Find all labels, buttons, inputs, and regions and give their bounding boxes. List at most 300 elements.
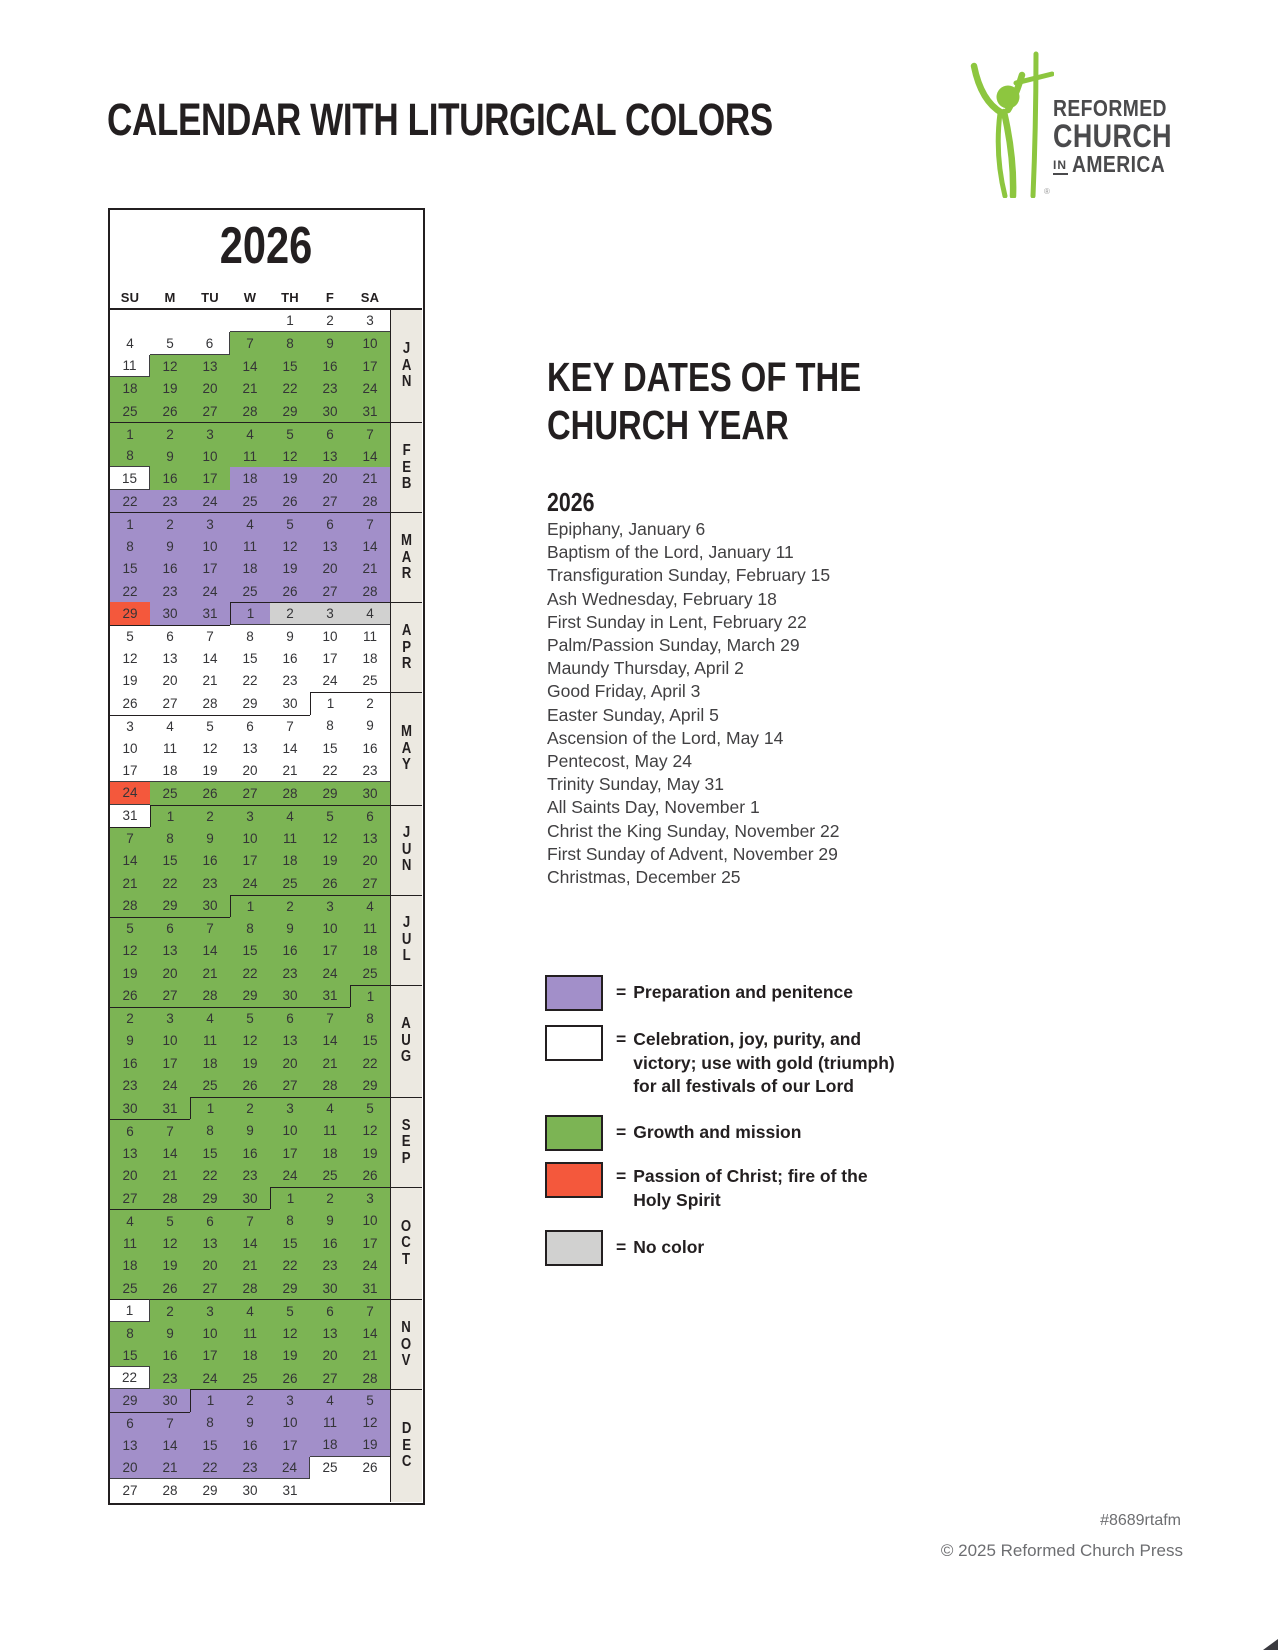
day-cell: 21 xyxy=(150,1164,190,1186)
day-cell: 13 xyxy=(350,827,390,849)
day-cell: 3 xyxy=(270,1097,310,1119)
day-cell: 1 xyxy=(310,692,350,714)
month-label-may: M A Y xyxy=(390,692,422,804)
day-cell: 28 xyxy=(230,1277,270,1299)
day-cell: 12 xyxy=(150,1232,190,1254)
day-cell: 13 xyxy=(310,535,350,557)
day-cell: 7 xyxy=(310,1007,350,1029)
day-cell: 13 xyxy=(110,1434,150,1456)
day-cell: 20 xyxy=(310,1344,350,1366)
day-cell: 27 xyxy=(150,692,190,714)
day-cell: 6 xyxy=(190,1209,230,1231)
day-cell: 23 xyxy=(270,962,310,984)
day-cell: 22 xyxy=(230,962,270,984)
day-cell: 12 xyxy=(230,1030,270,1052)
day-cell: 22 xyxy=(310,760,350,782)
day-cell: 29 xyxy=(350,1074,390,1096)
day-cell: 23 xyxy=(230,1164,270,1186)
day-cell: 4 xyxy=(230,422,270,444)
logo-in: IN xyxy=(1053,159,1068,175)
day-cell: 8 xyxy=(310,715,350,737)
day-cell: 8 xyxy=(270,332,310,354)
day-cell: 6 xyxy=(350,805,390,827)
day-cell: 5 xyxy=(350,1389,390,1411)
day-cell: 6 xyxy=(310,512,350,534)
day-cell: 15 xyxy=(230,940,270,962)
day-cell: 11 xyxy=(270,827,310,849)
day-cell: 8 xyxy=(110,1322,150,1344)
day-cell: 31 xyxy=(310,985,350,1007)
day-cell: 2 xyxy=(270,602,310,624)
day-cell: 14 xyxy=(350,535,390,557)
day-cell: 28 xyxy=(230,400,270,422)
day-cell: 4 xyxy=(350,602,390,624)
day-cell: 20 xyxy=(150,962,190,984)
day-cell: 2 xyxy=(350,692,390,714)
legend-label: = No color xyxy=(616,1237,705,1257)
day-cell: 12 xyxy=(150,355,190,377)
day-cell: 27 xyxy=(110,1479,150,1501)
day-cell: 18 xyxy=(190,1052,230,1074)
day-cell: 14 xyxy=(230,1232,270,1254)
person-icon xyxy=(974,66,1002,113)
legend-swatch-gray xyxy=(545,1230,603,1266)
weekday-header: M xyxy=(164,290,176,305)
legend-swatch-red xyxy=(545,1162,603,1198)
day-cell: 15 xyxy=(310,737,350,759)
legend-label: = Preparation and penitence xyxy=(616,982,854,1002)
day-cell: 4 xyxy=(350,895,390,917)
day-cell: 22 xyxy=(270,1254,310,1276)
legend-swatch-green xyxy=(545,1115,603,1151)
day-cell: 25 xyxy=(150,782,190,804)
day-cell: 12 xyxy=(350,1412,390,1434)
day-cell: 30 xyxy=(150,602,190,624)
day-cell: 15 xyxy=(270,355,310,377)
day-cell: 17 xyxy=(190,557,230,579)
key-date-item: Maundy Thursday, April 2 xyxy=(547,658,744,679)
day-cell: 25 xyxy=(110,400,150,422)
day-cell: 6 xyxy=(190,332,230,354)
day-cell: 26 xyxy=(110,692,150,714)
day-cell: 31 xyxy=(350,400,390,422)
day-cell: 15 xyxy=(270,1232,310,1254)
day-cell: 21 xyxy=(230,377,270,399)
day-cell: 1 xyxy=(230,895,270,917)
day-cell: 19 xyxy=(110,670,150,692)
day-cell: 14 xyxy=(350,1322,390,1344)
day-cell: 23 xyxy=(310,1254,350,1276)
day-cell: 30 xyxy=(230,1479,270,1501)
key-date-item: First Sunday of Advent, November 29 xyxy=(547,843,838,864)
day-cell: 9 xyxy=(190,827,230,849)
day-cell: 15 xyxy=(110,1344,150,1366)
month-label-oct: O C T xyxy=(390,1187,422,1299)
day-cell: 14 xyxy=(230,355,270,377)
day-cell: 3 xyxy=(310,895,350,917)
day-cell: 26 xyxy=(110,985,150,1007)
day-cell: 31 xyxy=(190,602,230,624)
day-cell: 20 xyxy=(110,1457,150,1479)
day-cell: 4 xyxy=(230,512,270,534)
day-cell: 14 xyxy=(350,445,390,467)
day-cell: 7 xyxy=(190,625,230,647)
key-date-item: Transfiguration Sunday, February 15 xyxy=(547,565,831,586)
key-dates-heading-line2: CHURCH YEAR xyxy=(547,402,789,448)
day-cell: 16 xyxy=(230,1142,270,1164)
day-cell: 22 xyxy=(350,1052,390,1074)
day-cell: 27 xyxy=(150,985,190,1007)
day-cell: 14 xyxy=(310,1030,350,1052)
day-cell: 1 xyxy=(110,1299,150,1321)
day-cell: 22 xyxy=(190,1164,230,1186)
day-cell: 20 xyxy=(310,557,350,579)
day-cell: 20 xyxy=(350,850,390,872)
day-cell: 26 xyxy=(310,872,350,894)
day-cell: 16 xyxy=(310,355,350,377)
key-date-item: Ascension of the Lord, May 14 xyxy=(547,727,784,748)
month-label-feb: F E B xyxy=(390,422,422,512)
day-cell: 5 xyxy=(270,512,310,534)
day-cell: 28 xyxy=(350,1367,390,1389)
day-cell: 2 xyxy=(310,310,350,332)
day-cell: 5 xyxy=(230,1007,270,1029)
month-label-sep: S E P xyxy=(390,1097,422,1187)
day-cell: 13 xyxy=(310,445,350,467)
month-label-jan: J A N xyxy=(390,310,422,422)
day-cell: 8 xyxy=(270,1209,310,1231)
day-cell: 30 xyxy=(230,1187,270,1209)
month-label-apr: A P R xyxy=(390,602,422,692)
day-cell: 21 xyxy=(110,872,150,894)
day-cell: 23 xyxy=(270,670,310,692)
day-cell: 9 xyxy=(150,1322,190,1344)
day-cell: 14 xyxy=(190,940,230,962)
day-cell: 11 xyxy=(230,535,270,557)
day-cell: 25 xyxy=(110,1277,150,1299)
day-cell: 21 xyxy=(310,1052,350,1074)
day-cell: 9 xyxy=(310,332,350,354)
legend-item xyxy=(545,1230,704,1266)
legend-item xyxy=(545,975,853,1011)
day-cell: 21 xyxy=(190,962,230,984)
day-cell: 8 xyxy=(350,1007,390,1029)
day-cell: 14 xyxy=(150,1434,190,1456)
day-cell: 15 xyxy=(110,557,150,579)
day-cell: 30 xyxy=(270,692,310,714)
day-cell: 9 xyxy=(350,715,390,737)
day-cell: 15 xyxy=(150,850,190,872)
day-cell: 7 xyxy=(270,715,310,737)
day-cell: 29 xyxy=(190,1187,230,1209)
day-cell: 24 xyxy=(310,962,350,984)
day-cell: 19 xyxy=(110,962,150,984)
page-title: CALENDAR WITH LITURGICAL COLORS xyxy=(107,94,773,145)
day-cell: 16 xyxy=(270,940,310,962)
day-cell: 21 xyxy=(230,1254,270,1276)
day-cell: 9 xyxy=(150,445,190,467)
day-cell: 4 xyxy=(110,1209,150,1231)
calendar-year: 2026 xyxy=(219,217,313,275)
day-cell: 26 xyxy=(150,1277,190,1299)
day-cell: 31 xyxy=(150,1097,190,1119)
day-cell: 22 xyxy=(150,872,190,894)
day-cell: 25 xyxy=(310,1457,350,1479)
key-dates-year: 2026 xyxy=(547,487,595,517)
day-cell: 16 xyxy=(150,467,190,489)
day-cell: 24 xyxy=(190,490,230,512)
day-cell: 17 xyxy=(190,467,230,489)
day-cell: 2 xyxy=(110,1007,150,1029)
key-date-item: Ash Wednesday, February 18 xyxy=(547,588,777,609)
day-cell: 27 xyxy=(230,782,270,804)
day-cell: 5 xyxy=(110,625,150,647)
legend-label: = Growth and mission xyxy=(616,1122,802,1142)
day-cell: 5 xyxy=(190,715,230,737)
day-cell: 12 xyxy=(110,940,150,962)
logo-line-reformed: REFORMED xyxy=(1053,95,1167,121)
day-cell: 18 xyxy=(110,377,150,399)
month-label-aug: A U G xyxy=(390,985,422,1097)
day-cell: 21 xyxy=(270,760,310,782)
day-cell: 17 xyxy=(110,760,150,782)
logo-america: AMERICA xyxy=(1072,151,1166,177)
day-cell: 13 xyxy=(190,1232,230,1254)
rca-logo xyxy=(962,50,1192,200)
day-cell: 16 xyxy=(150,557,190,579)
day-cell: 13 xyxy=(270,1030,310,1052)
day-cell: 17 xyxy=(310,647,350,669)
day-cell: 13 xyxy=(230,737,270,759)
key-dates-list xyxy=(547,518,839,889)
day-cell: 8 xyxy=(230,917,270,939)
day-cell: 5 xyxy=(110,917,150,939)
day-cell: 15 xyxy=(350,1030,390,1052)
day-cell: 16 xyxy=(190,850,230,872)
day-cell: 17 xyxy=(310,940,350,962)
day-cell: 5 xyxy=(310,805,350,827)
day-cell: 11 xyxy=(310,1412,350,1434)
weekday-header: SU xyxy=(120,290,140,305)
key-date-item: Palm/Passion Sunday, March 29 xyxy=(547,635,800,656)
day-cell: 20 xyxy=(190,377,230,399)
day-cell: 11 xyxy=(190,1030,230,1052)
day-cell: 1 xyxy=(190,1389,230,1411)
day-cell: 11 xyxy=(150,737,190,759)
day-cell: 29 xyxy=(150,895,190,917)
month-label-nov: N O V xyxy=(390,1299,422,1389)
day-cell: 2 xyxy=(150,422,190,444)
day-cell: 2 xyxy=(230,1389,270,1411)
day-cell: 21 xyxy=(150,1457,190,1479)
day-cell: 24 xyxy=(190,1367,230,1389)
day-cell: 21 xyxy=(350,1344,390,1366)
day-cell: 29 xyxy=(230,985,270,1007)
day-cell: 13 xyxy=(310,1322,350,1344)
day-cell: 11 xyxy=(230,445,270,467)
weekday-header: W xyxy=(243,290,257,305)
day-cell: 18 xyxy=(110,1254,150,1276)
day-cell: 16 xyxy=(350,737,390,759)
day-cell: 22 xyxy=(110,1367,150,1389)
day-cell: 7 xyxy=(350,512,390,534)
page-corner-artifact xyxy=(1263,1639,1278,1650)
day-cell: 27 xyxy=(310,1367,350,1389)
day-cell: 8 xyxy=(110,535,150,557)
day-cell: 29 xyxy=(310,782,350,804)
day-cell: 3 xyxy=(350,1187,390,1209)
day-cell: 24 xyxy=(110,782,150,804)
day-cell: 18 xyxy=(230,1344,270,1366)
day-cell: 14 xyxy=(270,737,310,759)
day-cell: 21 xyxy=(190,670,230,692)
day-cell: 12 xyxy=(270,535,310,557)
day-cell: 7 xyxy=(350,1299,390,1321)
day-cell: 29 xyxy=(110,1389,150,1411)
key-date-item: Epiphany, January 6 xyxy=(547,519,706,539)
day-cell: 3 xyxy=(230,805,270,827)
day-cell: 19 xyxy=(150,377,190,399)
day-cell: 10 xyxy=(190,535,230,557)
day-cell: 24 xyxy=(150,1074,190,1096)
weekday-header: F xyxy=(325,290,335,305)
day-cell: 16 xyxy=(230,1434,270,1456)
day-cell: 10 xyxy=(310,917,350,939)
day-cell: 4 xyxy=(110,332,150,354)
day-cell: 24 xyxy=(230,872,270,894)
day-cell: 2 xyxy=(310,1187,350,1209)
day-cell: 29 xyxy=(270,400,310,422)
registered-mark: ® xyxy=(1044,187,1050,196)
empty-cell xyxy=(310,1479,350,1501)
day-cell: 30 xyxy=(350,782,390,804)
day-cell: 5 xyxy=(270,1299,310,1321)
day-cell: 4 xyxy=(310,1389,350,1411)
person-icon xyxy=(1004,112,1013,196)
weekday-header: TU xyxy=(201,290,219,305)
day-cell: 28 xyxy=(270,782,310,804)
weekday-header: TH xyxy=(281,290,299,305)
day-cell: 8 xyxy=(150,827,190,849)
day-cell: 30 xyxy=(270,985,310,1007)
weekday-header-row xyxy=(110,282,422,310)
day-cell: 29 xyxy=(230,692,270,714)
day-cell: 7 xyxy=(350,422,390,444)
day-cell: 4 xyxy=(230,1299,270,1321)
liturgical-calendar xyxy=(108,208,425,1505)
day-cell: 26 xyxy=(350,1164,390,1186)
day-cell: 1 xyxy=(270,1187,310,1209)
day-cell: 23 xyxy=(190,872,230,894)
day-cell: 23 xyxy=(310,377,350,399)
day-cell: 9 xyxy=(230,1119,270,1141)
day-cell: 6 xyxy=(110,1412,150,1434)
day-cell: 28 xyxy=(190,692,230,714)
day-cell: 25 xyxy=(270,872,310,894)
day-cell: 2 xyxy=(230,1097,270,1119)
key-date-item: Christmas, December 25 xyxy=(547,867,741,888)
day-cell: 5 xyxy=(350,1097,390,1119)
legend-item xyxy=(545,1162,868,1212)
day-cell: 9 xyxy=(230,1412,270,1434)
day-cell: 24 xyxy=(350,377,390,399)
day-cell: 12 xyxy=(310,827,350,849)
day-cell: 6 xyxy=(310,422,350,444)
key-date-item: Easter Sunday, April 5 xyxy=(547,704,719,725)
day-cell: 9 xyxy=(310,1209,350,1231)
day-cell: 18 xyxy=(350,940,390,962)
day-cell: 19 xyxy=(270,467,310,489)
day-cell: 27 xyxy=(110,1187,150,1209)
logo-line-church: CHURCH xyxy=(1053,118,1172,154)
day-cell: 25 xyxy=(230,1367,270,1389)
day-cell: 18 xyxy=(150,760,190,782)
day-cell: 18 xyxy=(350,647,390,669)
day-cell: 20 xyxy=(230,760,270,782)
day-cell: 10 xyxy=(230,827,270,849)
day-cell: 12 xyxy=(110,647,150,669)
day-cell: 20 xyxy=(190,1254,230,1276)
key-date-item: Good Friday, April 3 xyxy=(547,681,701,702)
day-cell: 19 xyxy=(190,760,230,782)
day-cell: 30 xyxy=(190,895,230,917)
day-cell: 1 xyxy=(110,422,150,444)
day-cell: 26 xyxy=(190,782,230,804)
day-cell: 22 xyxy=(230,670,270,692)
month-label-dec: D E C xyxy=(390,1389,422,1501)
day-cell: 10 xyxy=(150,1030,190,1052)
day-cell: 17 xyxy=(350,355,390,377)
day-cell: 2 xyxy=(150,1299,190,1321)
empty-cell xyxy=(190,310,230,332)
day-cell: 22 xyxy=(270,377,310,399)
legend-label: = Passion of Christ; fire of the Holy Spirit xyxy=(616,1166,868,1210)
day-cell: 13 xyxy=(110,1142,150,1164)
day-cell: 1 xyxy=(270,310,310,332)
day-cell: 10 xyxy=(310,625,350,647)
empty-cell xyxy=(350,1479,390,1501)
day-cell: 16 xyxy=(270,647,310,669)
day-cell: 13 xyxy=(190,355,230,377)
month-label-jun: J U N xyxy=(390,805,422,895)
day-cell: 9 xyxy=(270,625,310,647)
day-cell: 8 xyxy=(110,445,150,467)
day-cell: 26 xyxy=(270,490,310,512)
day-cell: 27 xyxy=(190,1277,230,1299)
footer-copyright: © 2025 Reformed Church Press xyxy=(940,1541,1183,1560)
day-cell: 24 xyxy=(270,1164,310,1186)
empty-cell xyxy=(230,310,270,332)
day-cell: 21 xyxy=(350,467,390,489)
month-label-jul: J U L xyxy=(390,895,422,985)
day-cell: 3 xyxy=(270,1389,310,1411)
day-cell: 23 xyxy=(350,760,390,782)
day-cell: 3 xyxy=(190,422,230,444)
legend-item xyxy=(545,1025,895,1099)
day-cell: 10 xyxy=(110,737,150,759)
day-cell: 30 xyxy=(310,1277,350,1299)
day-cell: 17 xyxy=(190,1344,230,1366)
day-cell: 19 xyxy=(150,1254,190,1276)
day-cell: 15 xyxy=(230,647,270,669)
day-cell: 30 xyxy=(110,1097,150,1119)
day-cell: 19 xyxy=(350,1434,390,1456)
day-cell: 31 xyxy=(350,1277,390,1299)
day-cell: 25 xyxy=(190,1074,230,1096)
day-cell: 10 xyxy=(190,445,230,467)
day-cell: 20 xyxy=(150,670,190,692)
day-cell: 3 xyxy=(190,512,230,534)
